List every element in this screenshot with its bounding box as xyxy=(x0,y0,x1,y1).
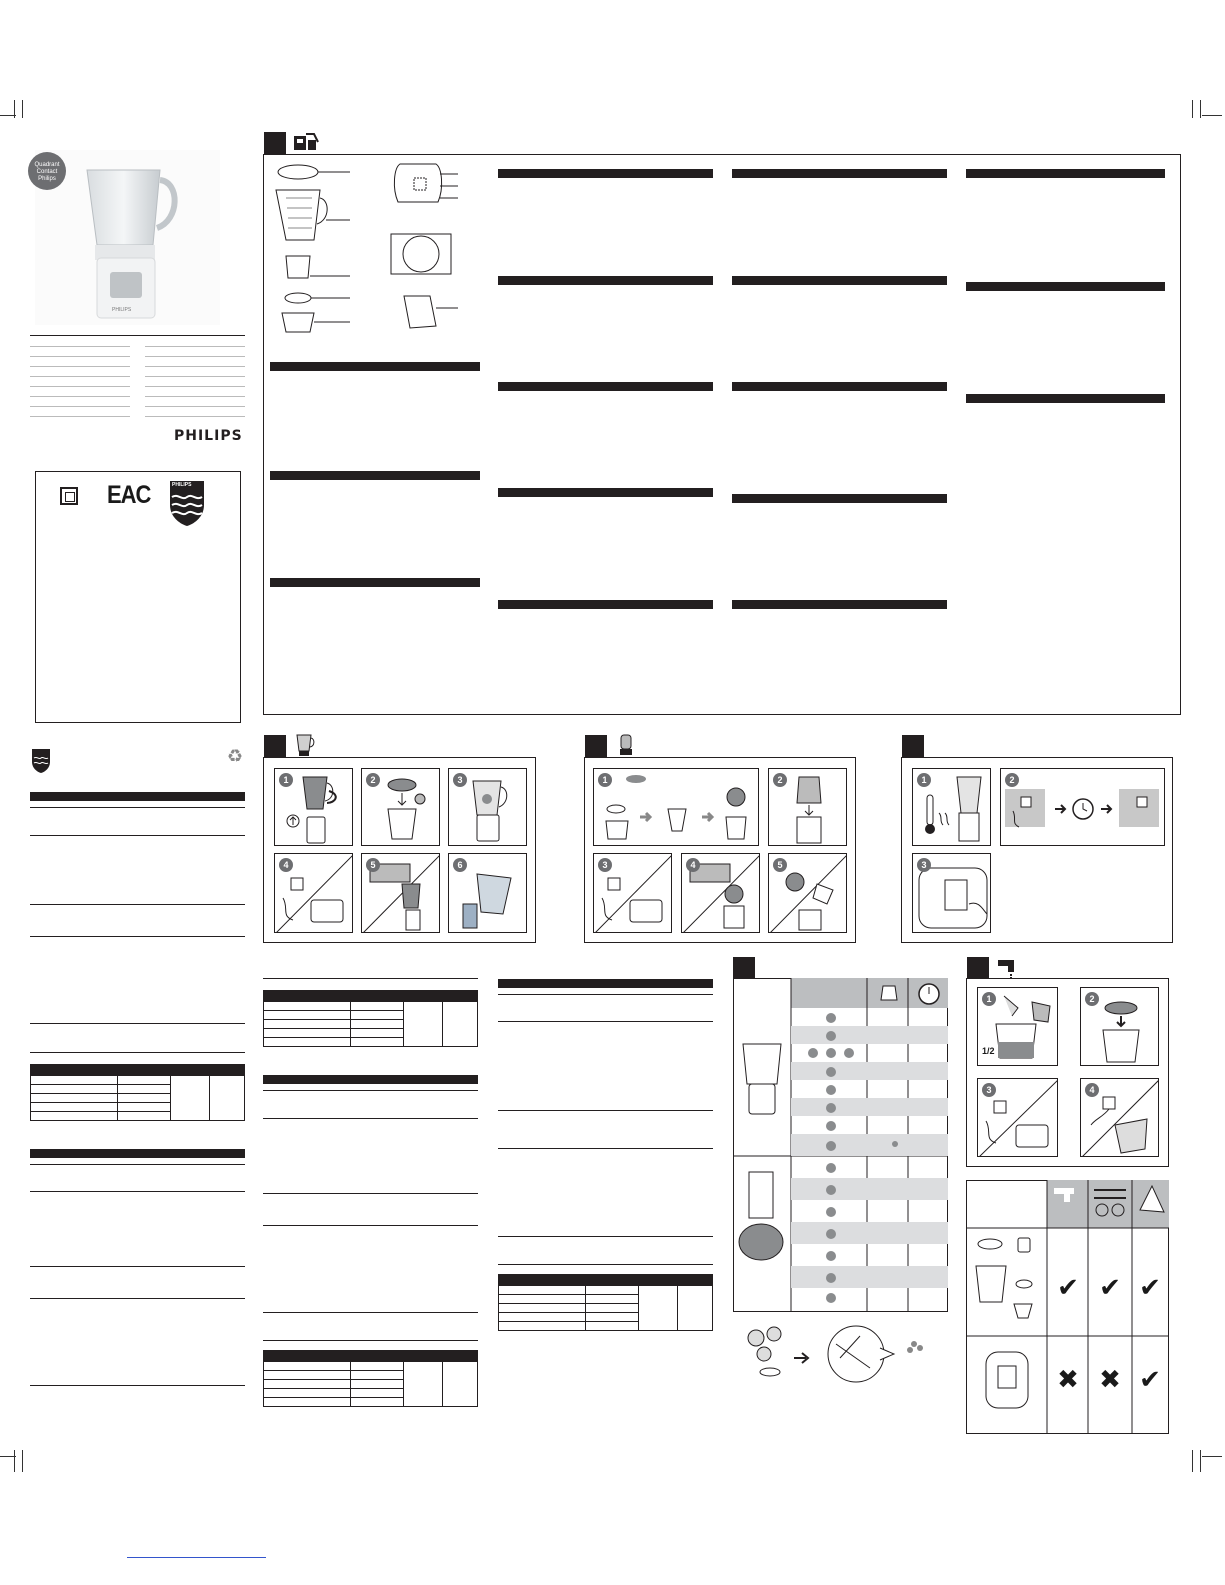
section-overview-marker xyxy=(264,132,286,154)
blender-jar-icon xyxy=(294,733,316,757)
safety-step-1 xyxy=(912,768,991,846)
dishwasher-cross-icon: ✖ xyxy=(1099,1364,1121,1394)
section-safety-marker xyxy=(902,735,924,757)
step-number: 3 xyxy=(598,858,612,872)
small-philips-shield-icon xyxy=(31,748,51,774)
cleaning-step-3 xyxy=(977,1078,1058,1157)
ingredients-to-mill-illustration xyxy=(740,1318,945,1384)
step-number: 1 xyxy=(917,773,931,787)
mill-step-5 xyxy=(768,853,847,933)
spec-table-mid-3 xyxy=(498,1274,713,1331)
blender-step-3 xyxy=(448,768,527,846)
badge-line-1: Quadrant xyxy=(34,162,60,168)
dishwasher-check-icon: ✔ xyxy=(1099,1272,1121,1302)
blender-step-4 xyxy=(274,853,353,933)
mill-step-1 xyxy=(593,768,759,846)
blender-step-1 xyxy=(274,768,353,846)
mill-step-4 xyxy=(681,853,760,933)
cleaning-step-4 xyxy=(1080,1078,1159,1157)
step-number: 3 xyxy=(982,1083,996,1097)
tap-icon xyxy=(996,956,1020,980)
step-number: 6 xyxy=(453,858,467,872)
shield-label: PHILIPS xyxy=(172,482,192,488)
mill-icon xyxy=(618,733,634,757)
step-number: 5 xyxy=(366,858,380,872)
badge-line-2: Contact xyxy=(36,169,58,175)
mill-step-3 xyxy=(593,853,672,933)
safety-step-2 xyxy=(1000,768,1165,846)
section-cleaning-marker xyxy=(967,957,989,979)
section-blender-marker xyxy=(264,735,286,757)
step-number: 2 xyxy=(366,773,380,787)
blender-step-6 xyxy=(448,853,527,933)
mill-step-2 xyxy=(768,768,847,846)
blender-step-2 xyxy=(361,768,440,846)
quadrant-badge xyxy=(28,152,66,190)
recipe-table xyxy=(733,978,948,1312)
bottom-link-underline xyxy=(127,1557,266,1558)
step-number: 4 xyxy=(686,858,700,872)
overview-icon xyxy=(292,130,320,154)
brand-logo: PHILIPS xyxy=(174,428,243,444)
blender-step-5 xyxy=(361,853,440,933)
eac-mark-icon: EAC xyxy=(107,480,151,509)
spec-table-mid-1 xyxy=(263,990,478,1047)
motor-cloth-check-icon: ✔ xyxy=(1139,1364,1161,1394)
cleaning-step-2 xyxy=(1080,987,1159,1066)
double-insulation-icon xyxy=(60,487,78,505)
step-number: 2 xyxy=(1085,992,1099,1006)
cleaning-step-1 xyxy=(977,987,1058,1066)
cleaning-compat-grid xyxy=(966,1180,1169,1434)
step-number: 5 xyxy=(773,858,787,872)
philips-shield-icon xyxy=(168,479,206,527)
step-number: 4 xyxy=(279,858,293,872)
dishwasher-top-rack-check-icon: ✔ xyxy=(1057,1272,1079,1302)
parts-diagram xyxy=(270,158,480,338)
step-number: 3 xyxy=(453,773,467,787)
tap-cross-icon: ✖ xyxy=(1057,1364,1079,1394)
safety-step-3 xyxy=(912,853,991,933)
cloth-check-icon: ✔ xyxy=(1139,1272,1161,1302)
step-number: 4 xyxy=(1085,1083,1099,1097)
step-number: 2 xyxy=(773,773,787,787)
spec-table-mid-2 xyxy=(263,1350,478,1407)
step-number: 1 xyxy=(598,773,612,787)
step-number: 1 xyxy=(982,992,996,1006)
fill-fraction-label: 1/2 xyxy=(982,1046,995,1056)
step-number: 3 xyxy=(917,858,931,872)
badge-line-3: Philips xyxy=(38,176,56,182)
blender-body-label: PHILIPS xyxy=(112,307,132,313)
section-recipes-marker xyxy=(733,957,755,979)
step-number: 1 xyxy=(279,773,293,787)
recycle-icon: ♻ xyxy=(227,746,244,766)
step-number: 2 xyxy=(1005,773,1019,787)
spec-table-left xyxy=(30,1064,245,1121)
section-mill-marker xyxy=(585,735,607,757)
